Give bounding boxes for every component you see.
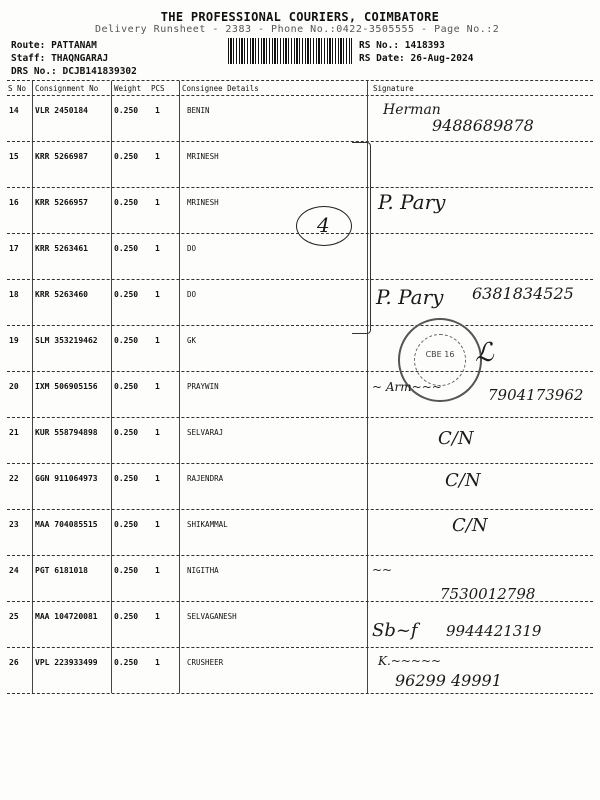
col-header-signature: Signature bbox=[373, 84, 414, 93]
row-pcs: 1 bbox=[155, 336, 160, 345]
signature-14-name: Herman bbox=[383, 102, 441, 118]
row-consignee: DO bbox=[187, 244, 197, 253]
row-sno: 19 bbox=[9, 336, 19, 345]
row-consignment: VLR 2450184 bbox=[35, 106, 88, 115]
row-pcs: 1 bbox=[155, 382, 160, 391]
row-divider bbox=[7, 417, 593, 418]
runsheet-subtitle: Delivery Runsheet - 2383 - Phone No.:0422-3505555 - Page No.:2 bbox=[95, 24, 500, 35]
col-header-consignee: Consignee Details bbox=[182, 84, 259, 93]
row-sno: 18 bbox=[9, 290, 19, 299]
cn-mark-21: C/N bbox=[438, 428, 474, 449]
row-weight: 0.250 bbox=[114, 198, 139, 207]
col-header-consignment: Consignment No bbox=[35, 84, 99, 93]
row-consignee: CRUSHEER bbox=[187, 658, 224, 667]
row-consignment: KRR 5266987 bbox=[35, 152, 88, 161]
row-consignee: PRAYWIN bbox=[187, 382, 219, 391]
signature-19-mark: ℒ bbox=[475, 338, 494, 368]
row-pcs: 1 bbox=[155, 428, 160, 437]
row-consignment: KRR 5263460 bbox=[35, 290, 88, 299]
row-consignment: KRR 5266957 bbox=[35, 198, 88, 207]
signature-25-phone: 9944421319 bbox=[446, 622, 542, 640]
signature-18: P. Pary bbox=[376, 285, 444, 309]
col-header-sno: S No bbox=[8, 84, 27, 93]
row-weight: 0.250 bbox=[114, 520, 139, 529]
circled-count bbox=[296, 206, 352, 246]
signature-18-phone: 6381834525 bbox=[472, 284, 574, 303]
row-consignee: SELVAGANESH bbox=[187, 612, 237, 621]
signature-16: P. Pary bbox=[378, 190, 446, 214]
signature-24-scribble: ~~ bbox=[372, 563, 393, 577]
row-consignee: DO bbox=[187, 290, 197, 299]
row-sno: 22 bbox=[9, 474, 19, 483]
col-header-weight: Weight bbox=[114, 84, 142, 93]
row-weight: 0.250 bbox=[114, 244, 139, 253]
row-sno: 14 bbox=[9, 106, 19, 115]
staff-line bbox=[11, 53, 108, 64]
row-sno: 16 bbox=[9, 198, 19, 207]
row-weight: 0.250 bbox=[114, 566, 139, 575]
row-weight: 0.250 bbox=[114, 428, 139, 437]
stamp-inner-ring bbox=[414, 334, 466, 386]
cn-mark-22: C/N bbox=[445, 470, 481, 491]
row-divider bbox=[7, 693, 593, 694]
cn-mark-23: C/N bbox=[452, 515, 488, 536]
company-title: THE PROFESSIONAL COURIERS, COIMBATORE bbox=[160, 10, 440, 24]
row-divider bbox=[7, 463, 593, 464]
row-pcs: 1 bbox=[155, 566, 160, 575]
row-weight: 0.250 bbox=[114, 382, 139, 391]
signature-20-scribble: ~ Arm~~~ bbox=[372, 380, 442, 394]
row-sno: 24 bbox=[9, 566, 19, 575]
row-sno: 26 bbox=[9, 658, 19, 667]
rs-date-label: RS Date: bbox=[359, 53, 405, 64]
row-consignee: RAJENDRA bbox=[187, 474, 224, 483]
row-consignee: MRINESH bbox=[187, 198, 219, 207]
route-line bbox=[11, 40, 97, 51]
row-sno: 17 bbox=[9, 244, 19, 253]
drs-value: DCJB141839302 bbox=[62, 66, 137, 77]
row-consignment: MAA 704085515 bbox=[35, 520, 98, 529]
row-divider bbox=[7, 647, 593, 648]
row-pcs: 1 bbox=[155, 106, 160, 115]
signature-24-phone: 7530012798 bbox=[440, 585, 536, 603]
row-consignment: SLM 353219462 bbox=[35, 336, 98, 345]
rs-date-line bbox=[359, 53, 473, 64]
row-consignee: MRINESH bbox=[187, 152, 219, 161]
signature-25-scribble: Sb~f bbox=[372, 620, 418, 641]
row-weight: 0.250 bbox=[114, 336, 139, 345]
row-pcs: 1 bbox=[155, 290, 160, 299]
row-consignment: PGT 6181018 bbox=[35, 566, 88, 575]
rs-no-line bbox=[359, 40, 445, 51]
stamp-text: CBE 16 bbox=[425, 350, 455, 359]
row-weight: 0.250 bbox=[114, 106, 139, 115]
staff-label: Staff: bbox=[11, 53, 46, 64]
signature-26-scribble: K.~~~~~ bbox=[378, 654, 442, 668]
row-consignee: GK bbox=[187, 336, 197, 345]
bracket-mark bbox=[352, 142, 371, 334]
table-top-rule bbox=[7, 80, 593, 81]
circled-number: 4 bbox=[317, 213, 330, 237]
rs-no-value: 1418393 bbox=[404, 40, 445, 51]
signature-14-phone: 9488689878 bbox=[432, 116, 534, 135]
row-weight: 0.250 bbox=[114, 612, 139, 621]
row-sno: 25 bbox=[9, 612, 19, 621]
row-weight: 0.250 bbox=[114, 152, 139, 161]
row-pcs: 1 bbox=[155, 474, 160, 483]
route-label: Route: bbox=[11, 40, 46, 51]
row-pcs: 1 bbox=[155, 244, 160, 253]
row-sno: 15 bbox=[9, 152, 19, 161]
row-consignment: KRR 5263461 bbox=[35, 244, 88, 253]
row-divider bbox=[7, 371, 593, 372]
signature-20-phone: 7904173962 bbox=[488, 386, 584, 404]
row-consignment: IXM 506905156 bbox=[35, 382, 98, 391]
row-consignment: VPL 223933499 bbox=[35, 658, 98, 667]
row-pcs: 1 bbox=[155, 658, 160, 667]
row-weight: 0.250 bbox=[114, 658, 139, 667]
row-sno: 20 bbox=[9, 382, 19, 391]
route-value: PATTANAM bbox=[51, 40, 97, 51]
row-weight: 0.250 bbox=[114, 290, 139, 299]
row-pcs: 1 bbox=[155, 520, 160, 529]
row-consignment: MAA 104720081 bbox=[35, 612, 98, 621]
row-consignment: GGN 911064973 bbox=[35, 474, 98, 483]
row-consignee: SELVARAJ bbox=[187, 428, 224, 437]
drs-label: DRS No.: bbox=[11, 66, 57, 77]
row-pcs: 1 bbox=[155, 152, 160, 161]
rs-date-value: 26-Aug-2024 bbox=[410, 53, 474, 64]
rs-no-label: RS No.: bbox=[359, 40, 400, 51]
row-consignee: BENIN bbox=[187, 106, 210, 115]
col-header-pcs: PCS bbox=[151, 84, 165, 93]
row-consignee: SHIKAMMAL bbox=[187, 520, 228, 529]
row-divider bbox=[7, 141, 593, 142]
row-divider bbox=[7, 187, 593, 188]
row-sno: 23 bbox=[9, 520, 19, 529]
row-consignee: NIGITHA bbox=[187, 566, 219, 575]
barcode-image bbox=[228, 38, 352, 64]
row-divider bbox=[7, 555, 593, 556]
staff-value: THAQNGARAJ bbox=[51, 53, 109, 64]
row-divider bbox=[7, 279, 593, 280]
row-pcs: 1 bbox=[155, 612, 160, 621]
row-consignment: KUR 558794898 bbox=[35, 428, 98, 437]
row-divider bbox=[7, 325, 593, 326]
signature-26-phone: 96299 49991 bbox=[395, 671, 502, 690]
row-divider bbox=[7, 509, 593, 510]
table-header-rule bbox=[7, 95, 593, 96]
row-pcs: 1 bbox=[155, 198, 160, 207]
row-sno: 21 bbox=[9, 428, 19, 437]
drs-line bbox=[11, 66, 137, 77]
row-weight: 0.250 bbox=[114, 474, 139, 483]
